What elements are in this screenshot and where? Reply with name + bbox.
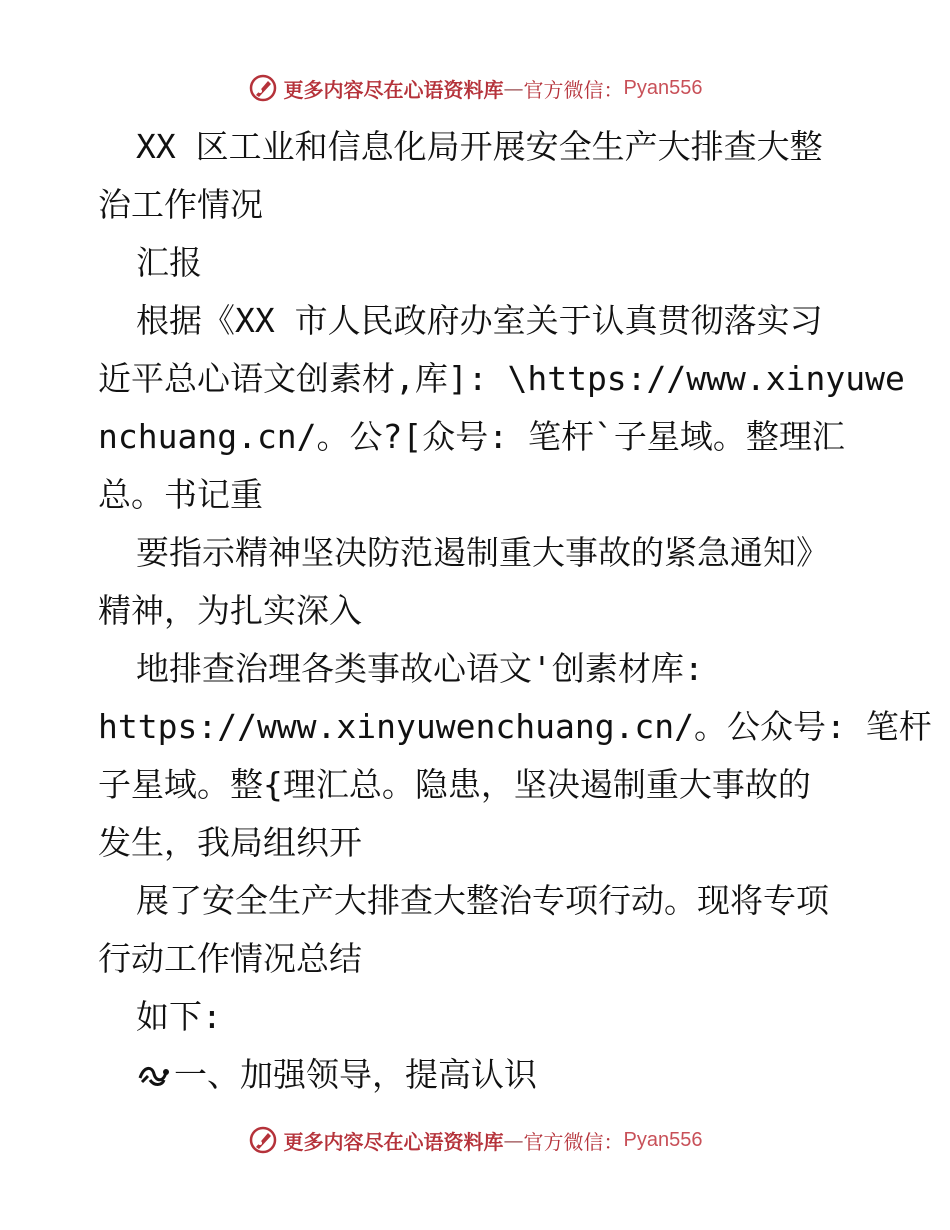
document-body (98, 118, 932, 1104)
banner-separator: — (503, 1128, 524, 1152)
footer-banner (0, 1122, 950, 1158)
section-heading (98, 1046, 858, 1104)
pen-nib-logo-icon (248, 73, 278, 103)
paragraph-line: 发生，我局组织开 (98, 823, 362, 862)
paragraph-line: 子星域。整{理汇总。隐患，坚决遏制重大事故的 (98, 765, 811, 804)
paragraph-line: 要指示精神坚决防范遏制重大事故的紧急通知》 (136, 533, 829, 572)
paragraph-line: 地排查治理各类事故心语文'创素材库: (136, 649, 704, 688)
ornament-bullet-icon (136, 1060, 174, 1090)
paragraph-line: https://www.xinyuwenchuang.cn/。公众号: 笔杆 (98, 707, 932, 746)
paragraph-line: nchuang.cn/。公?[众号: 笔杆`子星域。整理汇 (98, 417, 845, 456)
paragraph-line: 近平总心语文创素材,库]: \https://www.xinyuwe (98, 359, 905, 398)
header-banner (0, 70, 950, 106)
section-heading-text: 一、加强领导，提高认识 (174, 1055, 537, 1094)
paragraph-line: 如下: (136, 997, 222, 1036)
banner-wechat-id: Pyan556 (623, 76, 703, 99)
paragraph-line: 总。书记重 (98, 475, 263, 514)
banner-title: 更多内容尽在心语资料库 (283, 77, 504, 102)
paragraph-line: 展了安全生产大排查大整治专项行动。现将专项 (136, 881, 829, 920)
banner-title: 更多内容尽在心语资料库 (283, 1129, 504, 1154)
paragraph-line: 根据《XX 市人民政府办室关于认真贯彻落实习 (136, 301, 823, 340)
title-line-1: XX 区工业和信息化局开展安全生产大排查大整 (136, 127, 823, 166)
paragraph-line: 行动工作情况总结 (98, 939, 362, 978)
title-line-3: 汇报 (136, 243, 202, 282)
paragraph-line: 精神，为扎实深入 (98, 591, 362, 630)
title-line-2: 治工作情况 (98, 185, 263, 224)
banner-label: 官方微信： (523, 1129, 624, 1154)
banner-label: 官方微信： (523, 77, 624, 102)
banner-wechat-id: Pyan556 (623, 1128, 703, 1151)
pen-nib-logo-icon (248, 1125, 278, 1155)
banner-separator: — (503, 76, 524, 100)
